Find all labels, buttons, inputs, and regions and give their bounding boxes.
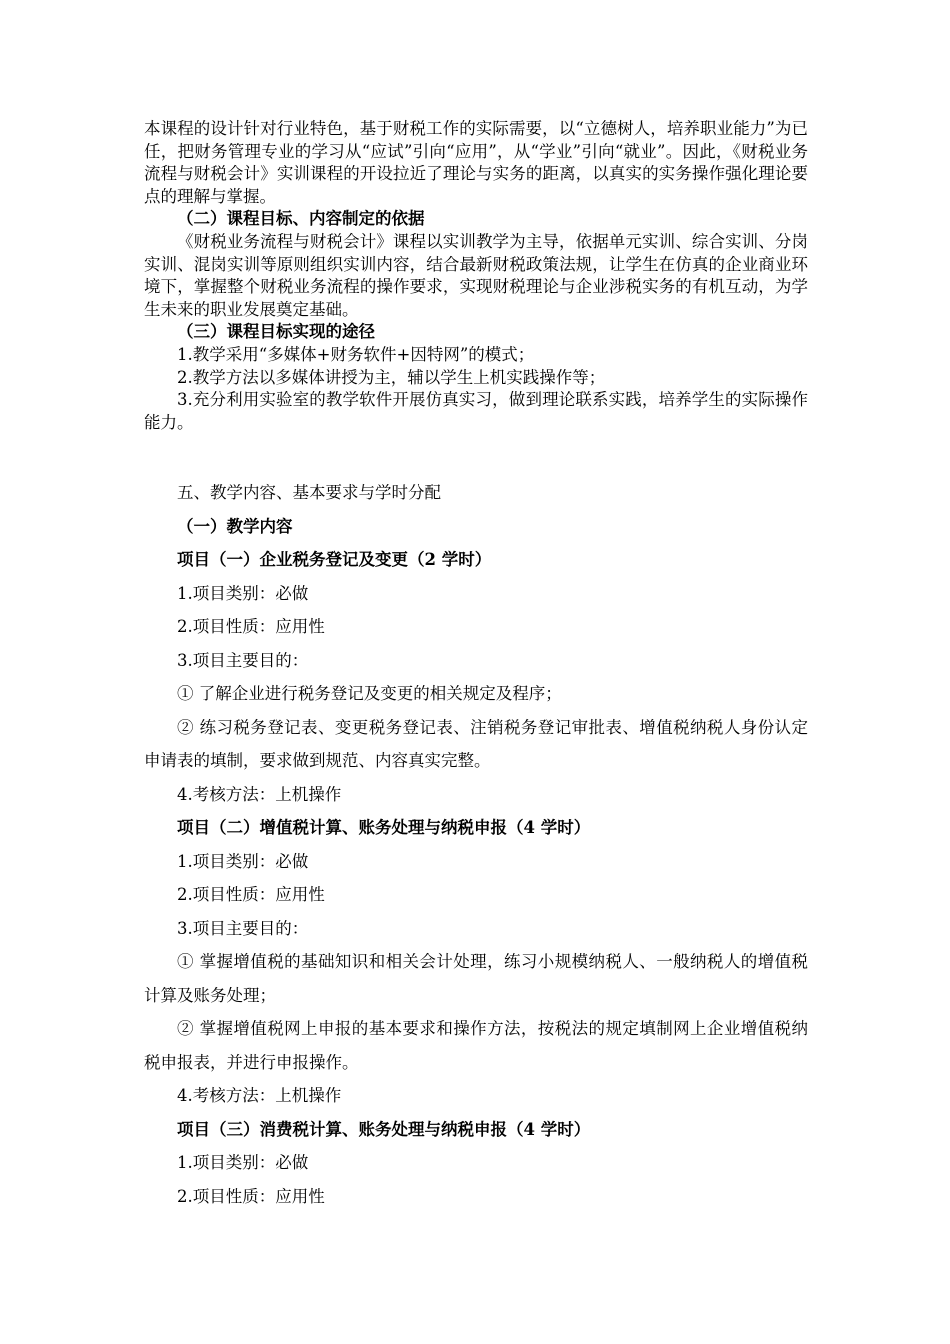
paragraph-course-design: 本课程的设计针对行业特色，基于财税工作的实际需要，以“立德树人，培养职业能力”为已任，把财务管理专业的学习从“应试”引向“应用”，从“学业”引向“就业”。因此，《财税业务流程与财税会计》实训课程的开设拉近了理论与实务的距离，以真实的实务操作强化理论要点的理解与掌握。 <box>144 119 808 206</box>
heading-approach: （三）课程目标实现的途径 <box>177 322 375 342</box>
project-1-goal-1: ① 了解企业进行税务登记及变更的相关规定及程序； <box>177 684 562 703</box>
project-1-type: 1.项目类别：必做 <box>177 583 309 603</box>
paragraph-basis: 《财税业务流程与财税会计》课程以实训教学为主导，依据单元实训、综合实训、分岗实训、混岗实训等原则组织实训内容，结合最新财税政策法规，让学生在仿真的企业商业环境下，掌握整个财税业务流程的操作要求，实现财税理论与企业涉税实务的有机互动，为学生未来的职业发展奠定基础。 <box>144 231 808 319</box>
subsection-teaching-content: （一）教学内容 <box>177 516 293 536</box>
project-2-goal-1: ① 掌握增值税的基础知识和相关会计处理，练习小规模纳税人、一般纳税人的增值税计算及账务处理； <box>144 952 808 1005</box>
heading-basis: （二）课程目标、内容制定的依据 <box>177 209 425 229</box>
project-1-goal-2: ② 练习税务登记表、变更税务登记表、注销税务登记审批表、增值税纳税人身份认定申请表的填制，要求做到规范、内容真实完整。 <box>144 717 808 770</box>
project-3-type: 1.项目类别：必做 <box>177 1153 309 1172</box>
section-5-heading: 五、教学内容、基本要求与学时分配 <box>177 483 441 502</box>
project-1-goal: 3.项目主要目的： <box>177 650 309 670</box>
teaching-content-section <box>144 476 808 1213</box>
project-1-title: 项目（一）企业税务登记及变更（2 学时） <box>177 550 492 569</box>
project-3-title: 项目（三）消费税计算、账务处理与纳税申报（4 学时） <box>177 1119 591 1139</box>
project-2-goal: 3.项目主要目的： <box>177 918 309 938</box>
project-1-exam: 4.考核方法：上机操作 <box>177 784 342 804</box>
approach-item-3: 3.充分利用实验室的教学软件开展仿真实习，做到理论联系实践，培养学生的实际操作能力。 <box>144 390 808 432</box>
project-2-exam: 4.考核方法：上机操作 <box>177 1086 342 1105</box>
project-2-title: 项目（二）增值税计算、账务处理与纳税申报（4 学时） <box>177 818 591 837</box>
project-1-nature: 2.项目性质：应用性 <box>177 617 325 636</box>
project-2-nature: 2.项目性质：应用性 <box>177 885 325 904</box>
approach-item-2: 2.教学方法以多媒体讲授为主，辅以学生上机实践操作等； <box>177 367 606 387</box>
intro-section <box>144 118 808 434</box>
project-3-nature: 2.项目性质：应用性 <box>177 1186 325 1206</box>
project-2-goal-2: ② 掌握增值税网上申报的基本要求和操作方法，按税法的规定填制网上企业增值税纳税申报表，并进行申报操作。 <box>144 1019 808 1072</box>
project-2-type: 1.项目类别：必做 <box>177 851 309 871</box>
approach-item-1: 1.教学采用“多媒体+财务软件+因特网”的模式； <box>177 344 535 364</box>
